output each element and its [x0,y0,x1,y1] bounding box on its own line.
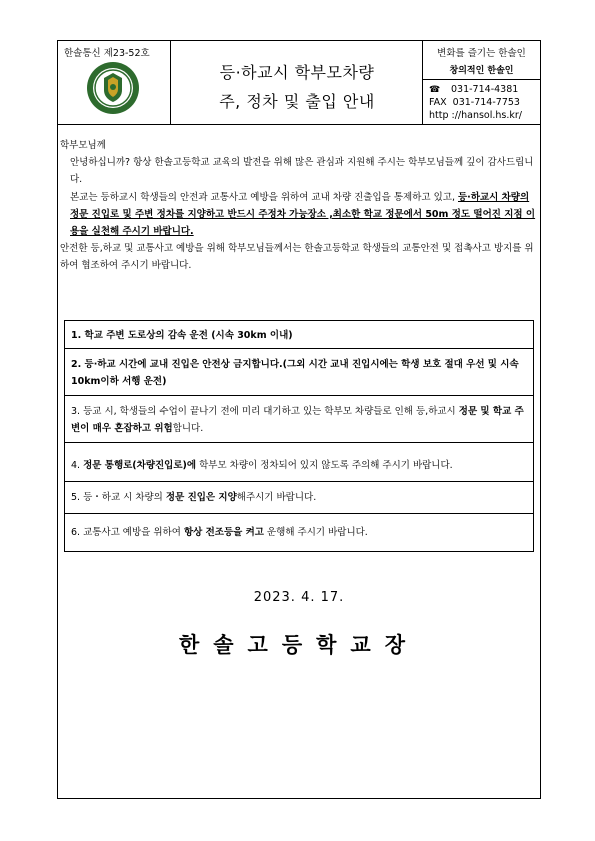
school-motto: 변화를 즐기는 한솔인 [437,48,526,59]
notice-item-2: 2. 등·하교 시간에 교내 진입은 안전상 금지합니다.(그외 시간 교내 진입시에는 학생 보호 절대 우선 및 시속 10km이하 서행 운전) [71,359,519,387]
notice-divider [65,442,533,443]
contact-divider [423,79,540,80]
title-line-2: 주, 정차 및 출입 안내 [219,92,375,111]
issue-date: 2023. 4. 17. [253,590,345,605]
notice-item-6: 6. 교통사고 예방을 위하여 항상 전조등을 켜고 운행해 주시기 바랍니다. [71,527,368,538]
letterhead-contact [423,41,540,124]
letterhead-left [58,41,171,124]
notice-item-1: 1. 학교 주변 도로상의 감속 운전 (시속 30km 이내) [71,330,293,341]
website-url[interactable]: http ://hansol.hs.kr/ [429,110,523,121]
notice-page [57,40,541,799]
greeting-paragraph: 안녕하십니까? 항상 한솔고등학교 교육의 발전을 위해 많은 관심과 지원해 주시는 학부모님들께 깊이 감사드립니다. [70,157,534,186]
notice-box [64,320,534,552]
fax-line [429,97,520,108]
request-paragraph [60,189,538,241]
request-emphasis: 등·하교시 차량의 정문 진입로 및 주변 정차를 지양하고 반드시 주정차 가능장소 ,최소한 학교 정문에서 50m 정도 떨어진 지점 이용을 실천해 주시기 바랍니다. [70,191,536,238]
notice-item-5: 5. 등・하교 시 차량의 정문 진입은 지양해주시기 바랍니다. [71,492,317,503]
phone-number: 031-714-4381 [451,84,519,95]
notice-item-3: 3. 등교 시, 학생들의 수업이 끝나기 전에 미리 대기하고 있는 학부모 차량들로 인해 등,하교시 정문 및 학교 주변이 매우 혼잡하고 위험합니다. [71,406,524,434]
fax-label: FAX [429,97,447,108]
phone-icon: ☎ [429,85,441,95]
request-text: 본교는 등하교시 학생들의 안전과 교통사고 예방을 위하여 교내 차량 진출입을 통제하고 있고, [70,191,455,203]
notice-divider [65,395,533,396]
notice-divider [65,348,533,349]
school-slogan: 창의적인 한솔인 [449,66,514,76]
letterhead-title [171,41,423,124]
letter-body [60,137,538,275]
principal-signature: 한솔고등학교장 [178,633,419,657]
title-line-1: 등·하교시 학부모차량 [219,63,375,82]
notice-divider [65,481,533,482]
cooperation-paragraph: 안전한 등,하교 및 교통사고 예방을 위해 학부모님들께서는 한솔고등학교 학생들의 교통안전 및 접촉사고 방지를 위하여 협조하여 주시기 바랍니다. [60,243,534,272]
letterhead [58,41,540,125]
fax-number: 031-714-7753 [452,97,520,108]
notice-divider [65,513,533,514]
school-seal-icon [86,61,140,115]
notice-item-4: 4. 정문 통행로(차량진입로)에 학부모 차량이 정차되어 있지 않도록 주의해 주시기 바랍니다. [71,460,453,471]
salutation: 학부모님께 [60,140,106,151]
phone-line [429,84,518,95]
issue-number: 한솔통신 제23-52호 [64,48,150,59]
